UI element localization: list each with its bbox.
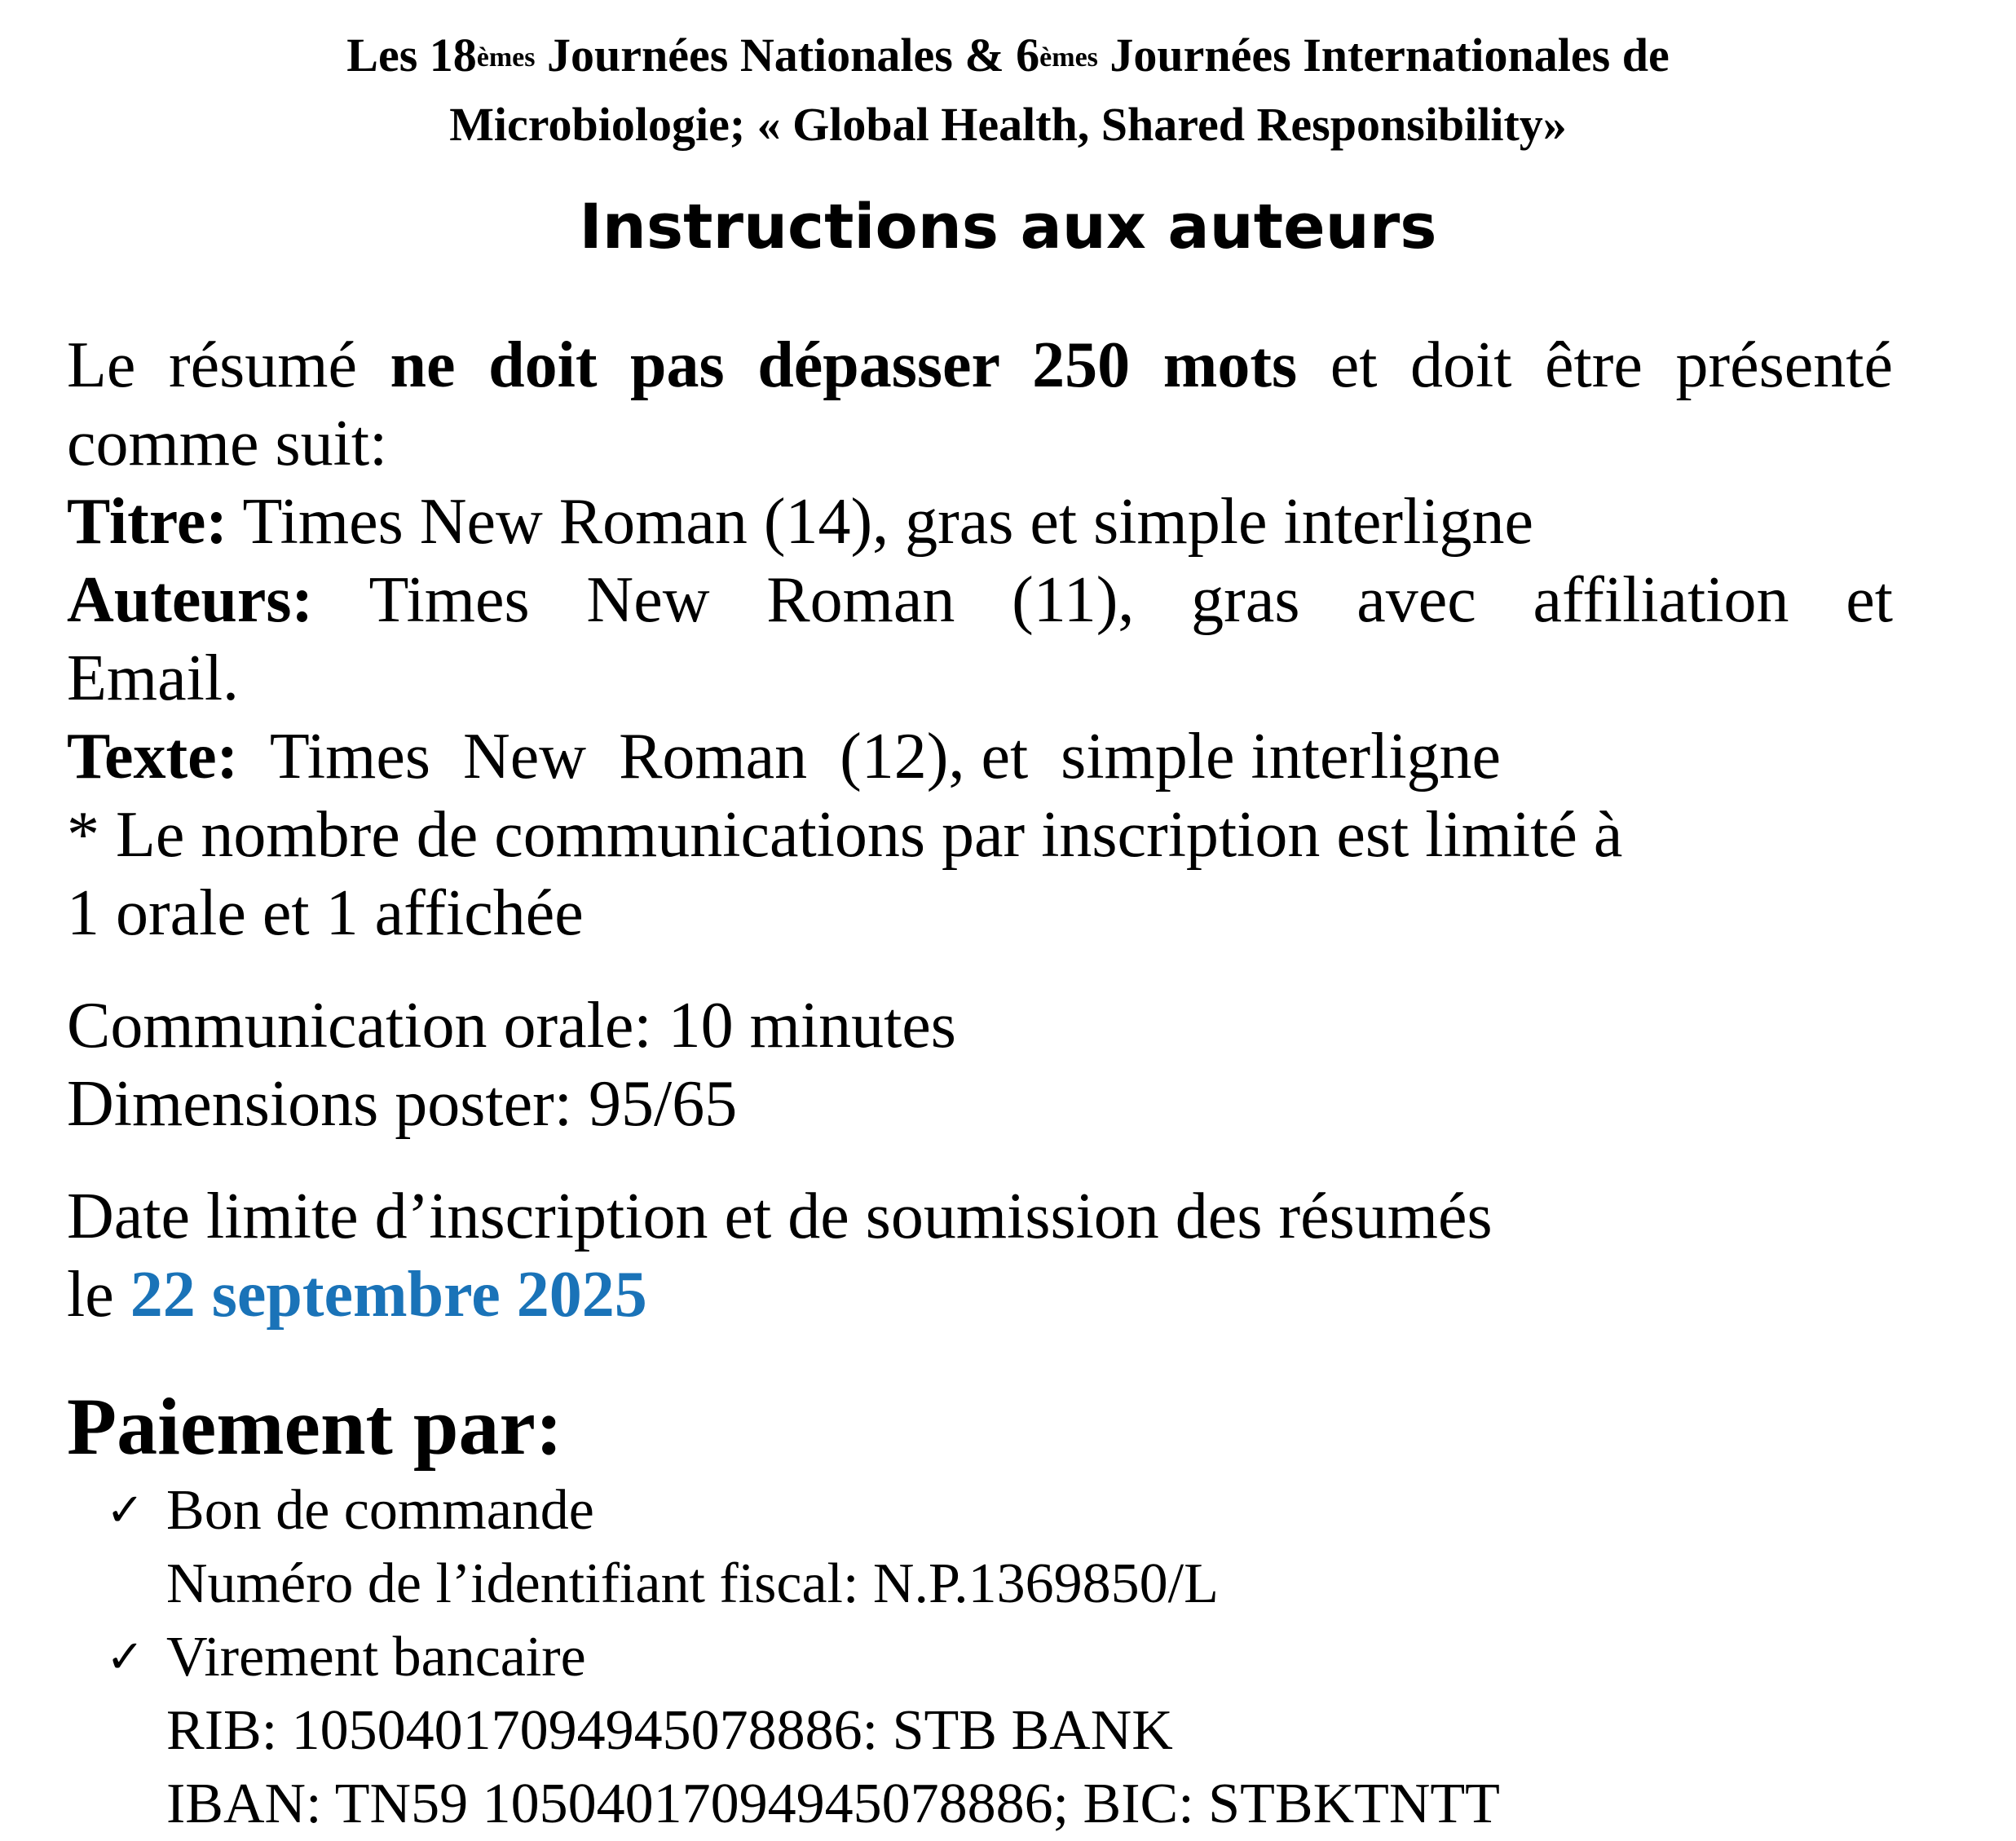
tax-id: Numéro de l’identifiant fiscal: N.P.1369850/L — [166, 1552, 1219, 1615]
payment-methods-list — [106, 1474, 1500, 1841]
header-text: Les 18 — [346, 29, 477, 82]
spacer — [67, 952, 1893, 987]
event-header — [0, 24, 2016, 156]
header-text: Journées Nationales & 6 — [535, 29, 1040, 82]
intro-text: et doit être présenté — [1297, 329, 1894, 401]
oral-communication-duration: Communication orale: 10 minutes — [67, 990, 956, 1062]
titre-label: Titre: — [67, 486, 227, 558]
checkmark-icon: ✓ — [106, 1631, 144, 1684]
checkmark-icon: ✓ — [106, 1484, 144, 1537]
intro-line-1 — [67, 326, 1893, 404]
word-limit: ne doit pas dépasser 250 mots — [390, 329, 1298, 401]
page-title: Instructions aux auteurs — [579, 190, 1437, 263]
event-header-line-1 — [0, 24, 2016, 94]
intro-text: Le résumé — [67, 329, 390, 401]
iban-bic: IBAN: TN59 10504017094945078886; BIC: STBKTNTT — [166, 1773, 1500, 1835]
instructions-body — [67, 326, 1893, 1334]
deadline-prefix: le — [67, 1259, 130, 1331]
header-superscript: èmes — [1039, 42, 1098, 73]
poster-dimensions: Dimensions poster: 95/65 — [67, 1068, 738, 1140]
spacer — [67, 1143, 1893, 1177]
deadline-line-2 — [67, 1256, 1893, 1334]
texte-value: Times New Roman (12), et simple interligne — [238, 721, 1502, 792]
texte-label: Texte: — [67, 721, 239, 792]
rib-number: RIB: 10504017094945078886: STB BANK — [166, 1699, 1173, 1762]
header-superscript: èmes — [476, 42, 536, 73]
payment-method-label: Virement bancaire — [166, 1626, 586, 1689]
auteurs-value: Times New Roman (11), gras avec affiliation et — [313, 564, 1893, 636]
payment-method-bank-transfer — [106, 1621, 1500, 1841]
payment-method-label: Bon de commande — [166, 1479, 594, 1542]
auteurs-instruction — [67, 561, 1893, 639]
event-header-line-2: Microbiologie; « Global Health, Shared Responsibility» — [449, 98, 1567, 151]
deadline-line-1: Date limite d’inscription et de soumission des résumés — [67, 1181, 1493, 1252]
deadline-date: 22 septembre 2025 — [130, 1259, 647, 1331]
intro-line-2: comme suit: — [67, 408, 388, 479]
payment-title: Paiement par: — [67, 1381, 563, 1472]
titre-instruction — [67, 483, 1893, 561]
payment-method-purchase-order — [106, 1474, 1500, 1621]
communications-note-line-1: * Le nombre de communications par inscription est limité à — [67, 799, 1623, 871]
communications-note-line-2: 1 orale et 1 affichée — [67, 877, 584, 949]
auteurs-instruction-line-2: Email. — [67, 642, 240, 714]
auteurs-label: Auteurs: — [67, 564, 314, 636]
texte-instruction — [67, 717, 1893, 796]
titre-value: Times New Roman (14), gras et simple interligne — [227, 486, 1534, 558]
header-text: Journées Internationales de — [1097, 29, 1670, 82]
